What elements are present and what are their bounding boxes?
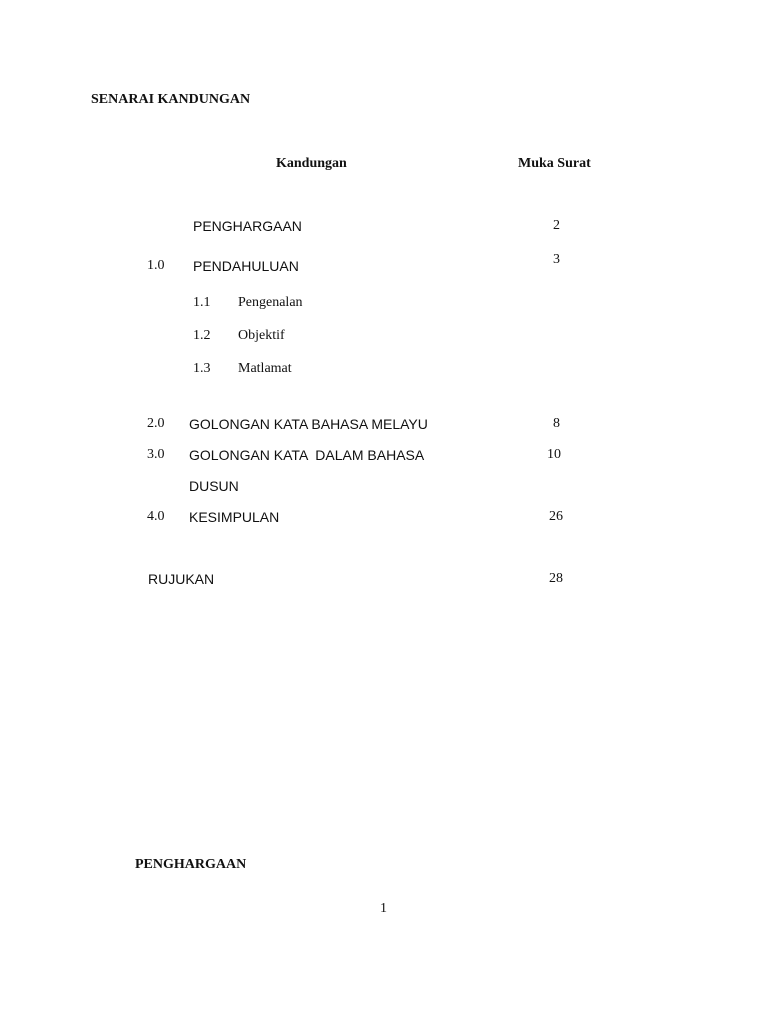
toc-subentry-number: 1.2 [193,328,211,343]
toc-entry-page: 10 [547,447,561,462]
toc-heading: SENARAI KANDUNGAN [91,92,251,107]
column-header-page: Muka Surat [518,156,591,171]
toc-entry-title: KESIMPULAN [189,509,280,525]
page-number: 1 [380,901,387,916]
toc-entry-number: 2.0 [147,416,165,431]
toc-subentry-title: Matlamat [238,361,292,376]
toc-subentry-title: Objektif [238,328,285,343]
toc-entry-title-continued: DUSUN [189,478,239,494]
toc-subentry-number: 1.3 [193,361,211,376]
toc-entry-title: PENGHARGAAN [193,218,302,234]
toc-entry-number: 1.0 [147,258,165,273]
toc-entry-page: 2 [553,218,560,233]
toc-entry-number: 3.0 [147,447,165,462]
toc-entry-page: 3 [553,252,560,267]
toc-subentry-title: Pengenalan [238,295,303,310]
toc-entry-page: 28 [549,571,563,586]
toc-entry-page: 26 [549,509,563,524]
toc-entry-page: 8 [553,416,560,431]
toc-entry-title: PENDAHULUAN [193,258,299,274]
toc-entry-title: GOLONGAN KATA BAHASA MELAYU [189,416,428,432]
toc-entry-title: RUJUKAN [148,571,215,587]
section-heading: PENGHARGAAN [135,857,247,872]
toc-subentry-number: 1.1 [193,295,211,310]
column-header-contents: Kandungan [276,156,347,171]
toc-entry-title: GOLONGAN KATA DALAM BAHASA [189,447,425,463]
toc-entry-number: 4.0 [147,509,165,524]
